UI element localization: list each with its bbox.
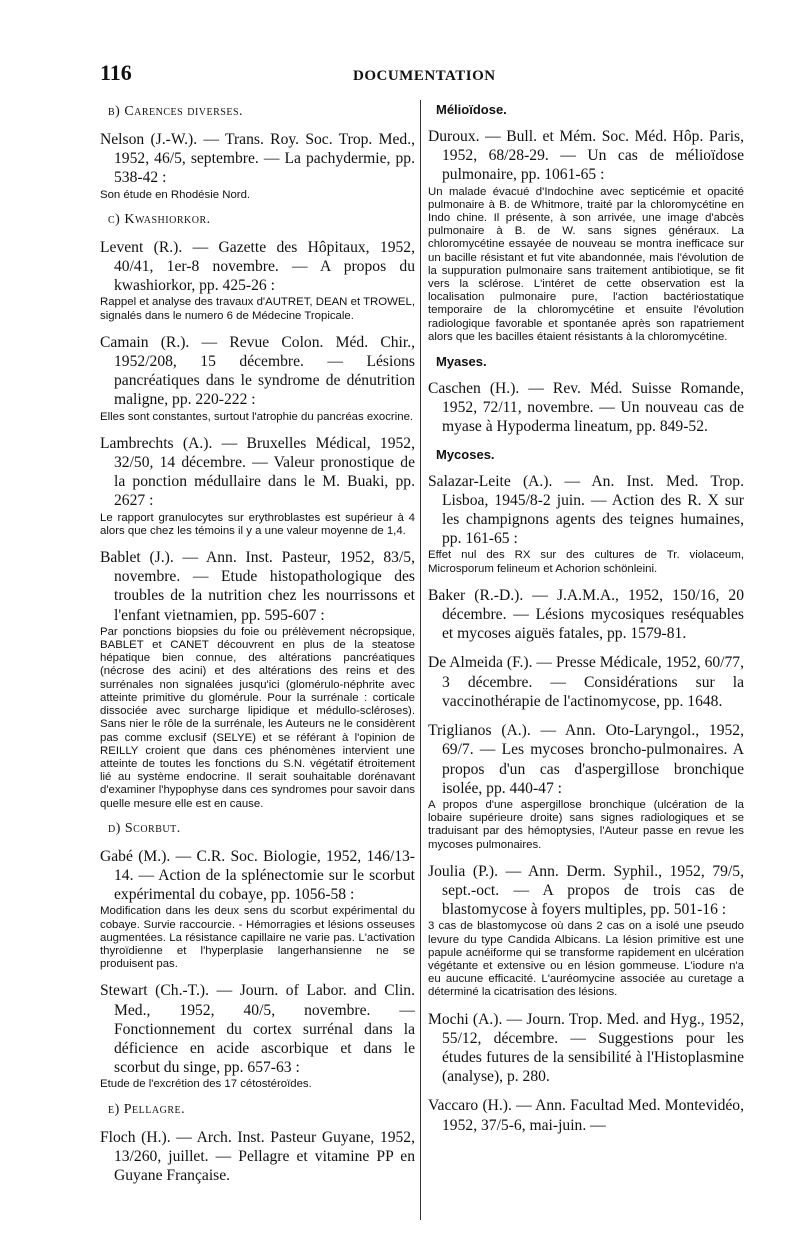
bibliography-entry [428, 586, 744, 644]
bibliography-entry [100, 548, 415, 811]
section-heading: b) Carences diverses. [108, 104, 244, 119]
entry-citation: Nelson (J.-W.). — Trans. Roy. Soc. Trop. Med., 1952, 46/5, septembre. — La pachydermie, pp. 538-42 : [100, 131, 415, 187]
entry-abstract: Modification dans les deux sens du scorbut expérimental du cobaye. Survie raccourcie. - Hémorragies et lésions osseuses augmentées. La résistance capillaire ne varie pas. L'activation thyroïdienne et l'hyperplasie langerhansienne ne se produisent pas. [100, 905, 415, 971]
section-heading: c) Kwashiorkor. [108, 211, 211, 227]
page-number: 116 [100, 60, 132, 85]
bibliography-entry [100, 333, 415, 424]
section-heading: Mélioïdose. [436, 102, 507, 117]
bibliography-entry [428, 721, 744, 852]
bibliography-entry [428, 862, 744, 1000]
bibliography-entry [428, 653, 744, 711]
section-heading: Mycoses. [436, 446, 495, 462]
entry-citation: Floch (H.). — Arch. Inst. Pasteur Guyane, 1952, 13/260, juillet. — Pellagre et vitamine PP en Guyane Française. [100, 1128, 415, 1184]
entry-citation: Baker (R.-D.). — J.A.M.A., 1952, 150/16, 20 décembre. — Lésions mycosiques reséquables et mycoses aiguës fatales, pp. 1579-81. [428, 586, 744, 643]
entry-abstract: Effet nul des RX sur des cultures de Tr. violaceum, Microsporum felineum et Achorion schönleini. [428, 549, 744, 575]
entry-abstract: Son étude en Rhodésie Nord. [100, 188, 251, 201]
bibliography-entry [100, 238, 415, 323]
bibliography-entry [428, 1096, 744, 1134]
entry-abstract: A propos d'une aspergillose bronchique (ulcération de la lobaire supérieure droite) sans signes radiologiques et se traduisant par des hémoptysies, l'Auteur passe en revue les mycoses pulmonaires. [428, 798, 744, 851]
entry-abstract: Etude de l'excrétion des 17 cétostéroïdes. [100, 1078, 312, 1091]
entry-abstract: 3 cas de blastomycose où dans 2 cas on a isolé une pseudo levure du type Candida Albicans. La lésion primitive est une papule acnéiforme qui se transforme rapidement en ulcération végétante et extensive ou en lésion gommeuse. L'iodure n'a eu aucune efficacité. L'auréomycine associée au curetage a déterminé la cicatrisation des lésions. [428, 920, 744, 999]
bibliography-entry [428, 1010, 744, 1087]
entry-citation: Vaccaro (H.). — Ann. Facultad Med. Montevidéo, 1952, 37/5-6, mai-juin. — [428, 1097, 744, 1134]
column-rule [420, 100, 421, 1220]
bibliography-entry [428, 379, 744, 437]
entry-abstract: Un malade évacué d'Indochine avec septicémie et opacité pulmonaire à B. de Whitmore, traité par la chloromycétine en Indo chine. Il présente, à son arrivée, une image d'abcès pulmonaire à B. de W. sans signes généraux. La chloromycétine essayée de nouveau se montra inefficace sur un bacille résistant et fut vite abandonnée, mais l'évolution de la suppuration pulmonaire sans traitement antibiotique, se fit vers la sclérose. L'intéret de cette observation est la localisation pulmonaire pure, l'action bactériostatique temporaire de la chloromycétine et ensuite l'évolution radiologique favorable et spontanée après son rapatriement alors que les bacilles étaient résistants à la chloromycétine. [428, 185, 744, 343]
section-heading: e) Pellagre. [108, 1101, 186, 1117]
bibliography-entry [100, 847, 415, 972]
entry-citation: Stewart (Ch.-T.). — Journ. of Labor. and Clin. Med., 1952, 40/5, novembre. — Fonctionnement du cortex surrénal dans la déficience en acide ascorbique et dans le scorbut du singe, pp. 657-63 : [100, 982, 415, 1077]
right-column [428, 98, 744, 1145]
entry-abstract: Par ponctions biopsies du foie ou prélèvement nécropsique, BABLET et CANET découvrent en plus de la steatose hépatique bien connue, des altérations pancréatiques (nécrose des acini) et des altérations des reins et des surrénales non signalées jusqu'ici (glomérulo-néphrite avec atteinte primitive du glomérule. Pour la surrénale : corticale dissociée avec surcharge lipidique et médullo-scléroses). Sans nier le rôle de la surrénale, les Auteurs ne le considèrent pas comme exclusif (SELYE) et se référant à l'opinion de REILLY croient que dans ces phénomènes intervient une atteinte de toutes les fonctions du S.N. végétatif étroitement lié au système endocrine. Il serait souhaitable dorénavant d'examiner l'hypophyse dans ces syndromes pour savoir dans quelle mesure elle est en cause. [100, 625, 415, 810]
entry-citation: Levent (R.). — Gazette des Hôpitaux, 1952, 40/41, 1er-8 novembre. — A propos du kwashiorkor, pp. 425-26 : [100, 238, 415, 295]
section-heading: Myases. [436, 354, 487, 370]
bibliography-entry [100, 434, 415, 538]
entry-citation: Joulia (P.). — Ann. Derm. Syphil., 1952, 79/5, sept.-oct. — A propos de trois cas de blastomycose à foyers multiples, pp. 501-16 : [428, 862, 744, 919]
bibliography-entry [100, 981, 415, 1091]
entry-abstract: Elles sont constantes, surtout l'atrophie du pancréas exocrine. [100, 410, 414, 423]
section-heading: d) Scorbut. [108, 820, 181, 836]
entry-abstract: Le rapport granulocytes sur erythroblastes est supérieur à 4 alors que chez les témoins il y a une valeur moyenne de 1,4. [100, 511, 415, 537]
entry-citation: Triglianos (A.). — Ann. Oto-Laryngol., 1952, 69/7. — Les mycoses broncho-pulmonaires. A propos d'un cas d'aspergillose bronchique isolée, pp. 440-47 : [428, 722, 744, 797]
entry-citation: Bablet (J.). — Ann. Inst. Pasteur, 1952, 83/5, novembre. — Etude histopathologique des troubles de la nutrition chez les nourrissons et l'enfant vietnamien, pp. 595-607 : [100, 549, 415, 624]
entry-citation: Salazar-Leite (A.). — An. Inst. Med. Trop. Lisboa, 1945/8-2 juin. — Action des R. X sur les champignons agents des teignes humaines, pp. 161-65 : [428, 472, 744, 548]
entry-citation: Caschen (H.). — Rev. Méd. Suisse Romande, 1952, 72/11, novembre. — Un nouveau cas de myase à Hypoderma lineatum, pp. 849-52. [428, 380, 744, 436]
left-column [100, 98, 415, 1195]
entry-citation: Mochi (A.). — Journ. Trop. Med. and Hyg., 1952, 55/12, décembre. — Suggestions pour les études futures de la sensibilité à l'Histoplasmine (analyse), p. 280. [428, 1010, 744, 1086]
bibliography-entry [428, 472, 744, 576]
running-head: DOCUMENTATION [353, 68, 496, 84]
bibliography-entry [100, 130, 415, 202]
entry-citation: Duroux. — Bull. et Mém. Soc. Méd. Hôp. Paris, 1952, 68/28-29. — Un cas de mélioïdose pulmonaire, pp. 1061-65 : [428, 128, 744, 184]
entry-citation: Lambrechts (A.). — Bruxelles Médical, 1952, 32/50, 14 décembre. — Valeur pronostique de la ponction médullaire dans le M. Buaki, pp. 2627 : [100, 434, 415, 510]
bibliography-entry [100, 1128, 415, 1186]
entry-abstract: Rappel et analyse des travaux d'AUTRET, DEAN et TROWEL, signalés dans le numero 6 de Médecine Tropicale. [100, 296, 415, 322]
entry-citation: Gabé (M.). — C.R. Soc. Biologie, 1952, 146/13-14. — Action de la splénectomie sur le scorbut expérimental du cobaye, pp. 1056-58 : [100, 847, 415, 904]
entry-citation: Camain (R.). — Revue Colon. Méd. Chir., 1952/208, 15 décembre. — Lésions pancréatiques dans le syndrome de dénutrition maligne, pp. 220-222 : [100, 333, 415, 409]
entry-citation: De Almeida (F.). — Presse Médicale, 1952, 60/77, 3 décembre. — Considérations sur la vaccinothérapie de l'actinomycose, pp. 1648. [428, 654, 744, 710]
bibliography-entry [428, 127, 744, 344]
